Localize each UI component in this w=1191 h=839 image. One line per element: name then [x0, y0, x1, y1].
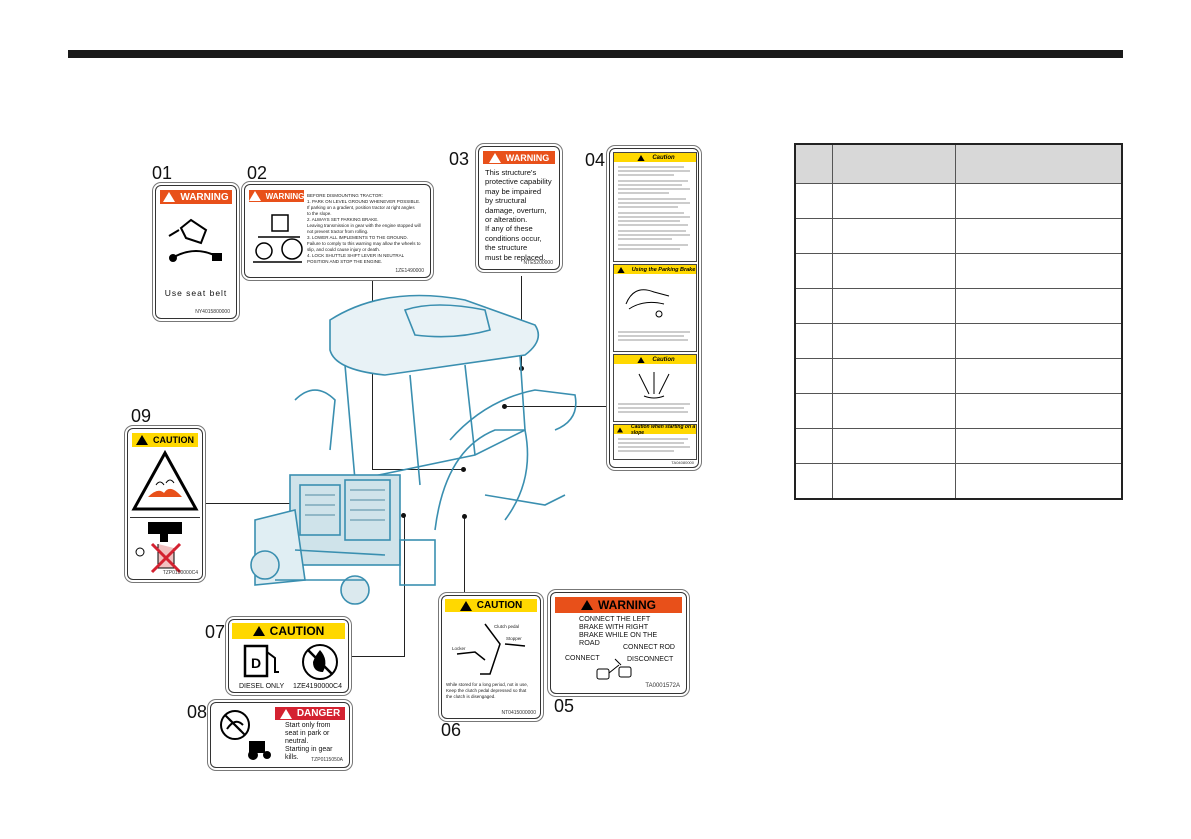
decal-09-hot-surface-caution: [127, 428, 203, 580]
decal-code: NT0415000000: [501, 710, 536, 716]
decal-code: TZP0150000C4: [162, 570, 198, 576]
table-row: [795, 184, 1122, 219]
label-08: 08: [187, 702, 208, 722]
decal-code: TA0001572A: [645, 683, 680, 689]
decal-header: Caution when starting on a slope: [614, 425, 696, 434]
decal-header: WARNING: [483, 151, 555, 164]
caution-triangle-icon: [638, 155, 645, 161]
decal-01-seat-belt-warning: [155, 185, 237, 319]
caution-triangle-icon: [136, 435, 148, 445]
tractor-illustration: [235, 280, 595, 610]
table-row: [795, 254, 1122, 289]
label-04: 04: [585, 150, 606, 170]
decal-header: DANGER: [275, 707, 345, 720]
decal-header: WARNING: [160, 190, 232, 204]
decal-06-clutch-caution: [441, 595, 541, 719]
no-flame-icon: [299, 642, 341, 682]
caution-triangle-icon: [460, 601, 472, 611]
decal-text-block: BEFORE DISMOUNTING TRACTOR: 1. PARK ON LEVEL GROUND WHENEVER POSSIBLE. If parking on a gradient, position tractor at right angles to the slope. 2. ALWAYS SET PARKING BRAKE. Leaving transmission in gear with the engine stopped will not prevent tractor from rolling. 3. LOWER ALL IMPLEMENTS TO THE GROUND. Failure to comply to this warning may allow the wheels to slip, and could cause injury or death. 4. LOCK SHUTTLE SHIFT LEVER IN NEUTRAL POSITION AND STOP THE ENGINE.: [307, 193, 421, 264]
decal-header: CAUTION: [132, 433, 198, 447]
table-row: [795, 394, 1122, 429]
label-03: 03: [449, 149, 470, 169]
decal-08-start-danger: [210, 702, 350, 768]
decal-02-dismount-warning: [244, 184, 431, 278]
svg-text:D: D: [250, 655, 262, 671]
table-row: [795, 464, 1122, 500]
decal-header: WARNING: [249, 190, 304, 202]
no-bystander-icon: [215, 707, 275, 763]
leader-line: [347, 656, 405, 657]
table-header-row: [795, 144, 1122, 184]
decal-code: NY4015800000: [195, 309, 230, 315]
decal-text-block: Start only from seat in park or neutral. Starting in gear kills.: [285, 722, 333, 761]
decal-04-caution-panel: [609, 148, 699, 468]
label-09: 09: [131, 406, 152, 426]
caution-triangle-icon: [617, 267, 624, 273]
table-row: [795, 429, 1122, 464]
clutch-pedal-label: Clutch pedal: [494, 624, 520, 629]
shift-lever-icon: [614, 364, 694, 418]
warning-triangle-icon: [581, 600, 593, 610]
decal-header: CAUTION: [232, 623, 345, 639]
decal-header: Caution: [614, 355, 696, 364]
locker-label: Locker: [452, 646, 466, 651]
decal-header: Caution: [614, 153, 696, 162]
decal-code: 1ZE4190000C4: [292, 683, 342, 690]
table-row: [795, 359, 1122, 394]
connect-label: CONNECT: [565, 655, 600, 662]
header-rule: [68, 50, 1123, 58]
table-row: [795, 289, 1122, 324]
warning-triangle-icon: [249, 191, 261, 201]
decal-header: Using the Parking Brake: [614, 265, 696, 274]
decal-code: 1ZE1490000: [395, 268, 424, 274]
seatbelt-icon: [161, 208, 231, 278]
connect-rod-label: CONNECT ROD: [623, 644, 675, 651]
decal-code: NTE5200000: [523, 260, 553, 266]
decal-header: CAUTION: [445, 599, 537, 612]
text-placeholder-lines: [614, 434, 694, 456]
label-02: 02: [247, 163, 268, 183]
decal-text-block: CONNECT THE LEFT BRAKE WITH RIGHT BRAKE WHILE ON THE ROAD: [579, 614, 658, 647]
table-header-cell: [833, 144, 956, 184]
decal-05-brake-warning: [550, 592, 687, 694]
hot-surface-icon: [130, 449, 200, 517]
decal-code: TZP0115050A: [311, 757, 343, 763]
text-placeholder-lines: [614, 162, 694, 257]
caution-triangle-icon: [617, 427, 623, 432]
label-01: 01: [152, 163, 173, 183]
label-07: 07: [205, 622, 226, 642]
warning-triangle-icon: [163, 192, 175, 202]
label-06: 06: [441, 720, 462, 740]
decal-text-block: This structure's protective capability may be impaired by structural damage, overturn, or alteration. If any of these conditions occur, the structure must be replaced.: [485, 168, 552, 262]
diesel-only-text: DIESEL ONLY: [239, 683, 285, 690]
table-row: [795, 324, 1122, 359]
caution-triangle-icon: [638, 357, 645, 363]
tractor-icon: [250, 207, 305, 267]
danger-triangle-icon: [280, 709, 292, 719]
no-touch-icon: [130, 517, 200, 576]
fuel-pump-icon: [235, 642, 287, 682]
decal-03-rops-warning: [478, 146, 560, 270]
decal-code: TA04080000: [671, 460, 694, 465]
disconnect-label: DISCONNECT: [627, 656, 674, 663]
caution-triangle-icon: [253, 626, 265, 636]
warning-triangle-icon: [489, 153, 501, 163]
label-05: 05: [554, 696, 575, 716]
decal-text: Use seat belt: [164, 288, 228, 298]
decal-text-block: While stored for a long period, not in use, Keep the clutch pedal depressed so that the clutch is disengaged.: [446, 682, 529, 699]
decal-07-diesel-caution: [228, 619, 349, 693]
stopper-label: Stopper: [506, 636, 522, 641]
decal-header: WARNING: [555, 597, 682, 613]
table-header-cell: [956, 144, 1123, 184]
parking-brake-icon: [614, 274, 694, 348]
table-header-cell: [795, 144, 833, 184]
decal-parts-table: [794, 143, 1123, 500]
table-row: [795, 219, 1122, 254]
brake-pedals-icon: [595, 655, 635, 683]
